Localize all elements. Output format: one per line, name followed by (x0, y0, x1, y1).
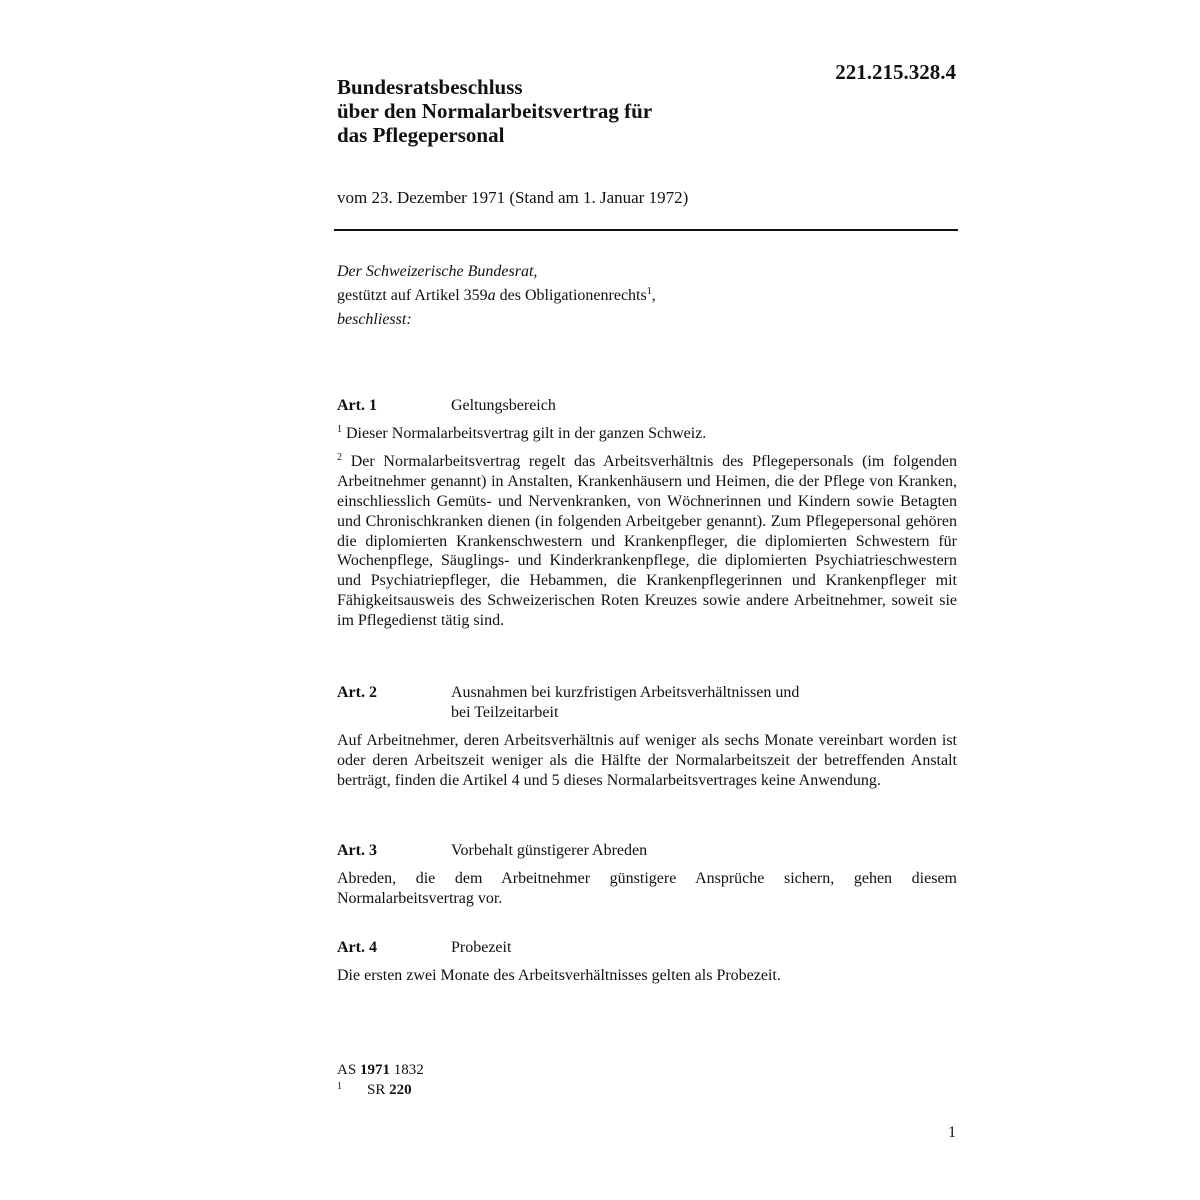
article-number: Art. 3 (337, 842, 377, 859)
preamble (337, 260, 957, 332)
article-paragraph: Abreden, die dem Arbeitnehmer günstigere Ansprüche sichern, gehen diesem Normalarbeitsvertrag vor. (337, 870, 957, 907)
basis-text: des Obligationenrechts (495, 287, 647, 304)
article-title-line: Probezeit (451, 939, 512, 956)
article-number: Art. 2 (337, 684, 377, 701)
article-heading (337, 683, 957, 723)
title-line: das Pflegepersonal (337, 123, 505, 147)
document-title (337, 75, 757, 147)
paragraph-text: Der Normalarbeitsvertrag regelt das Arbeitsverhältnis des Pflegepersonals (im folgenden Arbeitnehmer genannt) in Anstalten, Krankenhäusern und Heimen, die der Pflege von Kranken, einschliesslich Gemüts- und Nervenkranken, von Wöchnerinnen und Kindern sowie Betagten und Chronischkranken dienen (in folgenden Arbeitgeber genannt). Zum Pflegepersonal gehören die diplomierten Krankenschwestern und Krankenpfleger, die diplomierten Schwestern für Wochenpflege, Säuglings- und Kinderkrankenpflege, die diplomierten Psychiatrieschwestern und Psychiatriepfleger, die Hebammen, die Krankenpflegerinnen und Krankenpfleger mit Fähigkeitsausweis des Schweizerischen Roten Kreuzes sowie andere Arbeitnehmer, soweit sie im Pflegedienst tätig sind. (337, 452, 957, 630)
article-title-line: Vorbehalt günstigerer Abreden (451, 842, 648, 859)
preamble-authority: Der Schweizerische Bundesrat, (337, 263, 538, 280)
footnotes (337, 1060, 424, 1100)
article-title (451, 396, 556, 416)
article-number: Art. 4 (337, 939, 377, 956)
title-line: über den Normalarbeitsvertrag für (337, 99, 653, 123)
article-2 (337, 683, 957, 791)
basis-letter: a (487, 287, 496, 304)
basis-text: , (651, 287, 656, 304)
article-title (451, 938, 511, 958)
article-title (451, 841, 647, 861)
article-paragraph (337, 452, 957, 631)
paragraph-text: Dieser Normalarbeitsvertrag gilt in der ganzen Schweiz. (342, 425, 707, 442)
article-4 (337, 938, 957, 986)
preamble-basis (337, 284, 957, 308)
date-line: vom 23. Dezember 1971 (Stand am 1. Januar 1972) (337, 188, 689, 207)
article-paragraph (337, 424, 957, 444)
footnote-reference[interactable]: 1 (646, 286, 652, 297)
page-number: 1 (948, 1124, 956, 1141)
basis-text: gestützt auf Artikel 359 (337, 287, 488, 304)
article-paragraph: Die ersten zwei Monate des Arbeitsverhältnisses gelten als Probezeit. (337, 967, 781, 984)
article-title-line: Ausnahmen bei kurzfristigen Arbeitsverhältnissen und (451, 684, 800, 701)
article-1 (337, 396, 957, 631)
article-title (451, 683, 799, 723)
article-heading (337, 841, 957, 861)
article-heading (337, 938, 957, 958)
article-number: Art. 1 (337, 397, 377, 414)
article-title-line: bei Teilzeitarbeit (451, 704, 559, 721)
article-heading (337, 396, 957, 416)
sr-number: 221.215.328.4 (835, 60, 956, 84)
article-paragraph: Auf Arbeitnehmer, deren Arbeitsverhältnis auf weniger als sechs Monate vereinbart worden ist oder deren Arbeitszeit weniger als die Hälfte der Normalarbeitszeit der betreffenden Anstalt berträgt, finden die Artikel 4 und 5 dieses Normalarbeitsvertrages keine Anwendung. (337, 732, 957, 789)
article-title-line: Geltungsbereich (451, 397, 556, 414)
paragraph-number: 1 (337, 424, 342, 435)
title-line: Bundesratsbeschluss (337, 75, 523, 99)
article-3 (337, 841, 957, 909)
source-reference: AS 1971 1832 (337, 1062, 424, 1078)
preamble-decision: beschliesst: (337, 311, 412, 328)
header-rule (334, 229, 958, 231)
footnote-1: 1 SR 220 (337, 1081, 412, 1098)
paragraph-number: 2 (337, 451, 342, 463)
